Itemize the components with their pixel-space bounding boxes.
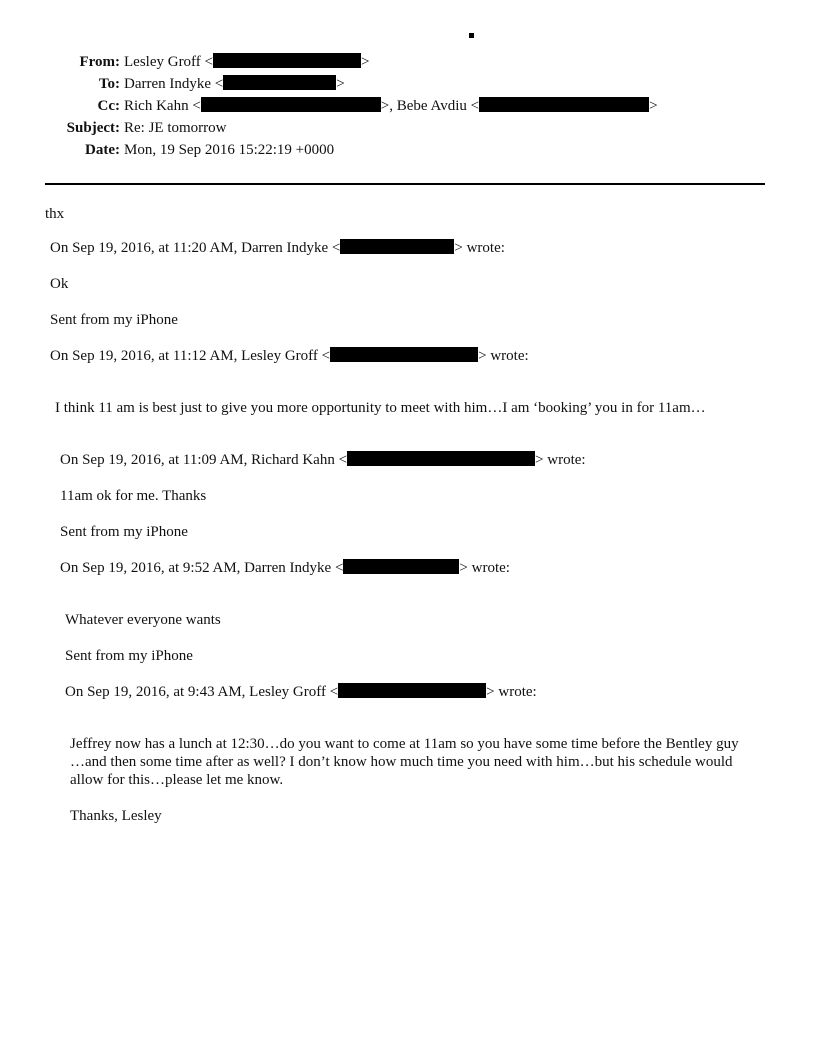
- quote-5-wrote: > wrote:: [486, 684, 537, 700]
- cc-close: >: [649, 98, 658, 114]
- quote-5-signature: Thanks, Lesley: [70, 808, 162, 824]
- from-value: [124, 52, 369, 72]
- quote-4-signature: Sent from my iPhone: [65, 648, 193, 664]
- quote-2-attribution: [50, 347, 529, 365]
- quote-3-wrote: > wrote:: [535, 452, 586, 468]
- redaction-box: [330, 347, 478, 362]
- header-subject-row: [0, 118, 816, 138]
- redaction-box: [201, 97, 381, 112]
- subject-label: Subject:: [66, 120, 120, 136]
- quote-4-intro: On Sep 19, 2016, at 9:52 AM, Darren Indyke <: [60, 560, 344, 576]
- redaction-box: [338, 683, 486, 698]
- to-label: To:: [98, 76, 120, 92]
- quote-2-text: I think 11 am is best just to give you more opportunity to meet with him…I am ‘booking’ you in for 11am…: [55, 400, 706, 416]
- header-cc-row: [0, 96, 816, 116]
- quote-5-attribution: [65, 683, 537, 701]
- date-label: Date:: [85, 142, 120, 158]
- quote-1-attribution: [50, 239, 505, 257]
- cc-value: [124, 96, 658, 116]
- quote-1-signature: Sent from my iPhone: [50, 312, 178, 328]
- from-close: >: [361, 54, 370, 70]
- quote-3-intro: On Sep 19, 2016, at 11:09 AM, Richard Kahn <: [60, 452, 348, 468]
- quote-1-intro: On Sep 19, 2016, at 11:20 AM, Darren Indyke <: [50, 240, 341, 256]
- to-name: Darren Indyke <: [124, 76, 224, 92]
- page-mark: [469, 33, 474, 38]
- cc-name-1: Rich Kahn <: [124, 98, 201, 114]
- to-value: [124, 74, 345, 94]
- to-close: >: [336, 76, 345, 92]
- cc-separator: >, Bebe Avdiu <: [380, 98, 480, 114]
- header-divider: [45, 183, 765, 185]
- quote-4-wrote: > wrote:: [459, 560, 510, 576]
- redaction-box: [343, 559, 459, 574]
- header-from-row: [0, 52, 816, 72]
- redaction-box: [479, 97, 649, 112]
- quote-3-attribution: [60, 451, 586, 469]
- redaction-box: [347, 451, 535, 466]
- quote-5-text: Jeffrey now has a lunch at 12:30…do you want to come at 11am so you have some time before the Bentley guy …and then some time after as well? I don’t know how much time you need with him…but his schedule would allow for this…please let me know.: [70, 736, 739, 788]
- quote-1-wrote: > wrote:: [454, 240, 505, 256]
- from-label: From:: [79, 54, 120, 70]
- header-to-row: [0, 74, 816, 94]
- quote-3-signature: Sent from my iPhone: [60, 524, 188, 540]
- redaction-box: [213, 53, 361, 68]
- subject-value: Re: JE tomorrow: [124, 120, 227, 136]
- quote-5-intro: On Sep 19, 2016, at 9:43 AM, Lesley Groff <: [65, 684, 339, 700]
- quote-2-intro: On Sep 19, 2016, at 11:12 AM, Lesley Groff <: [50, 348, 331, 364]
- header-date-row: [0, 140, 816, 160]
- cc-label: Cc:: [97, 98, 120, 114]
- date-value: Mon, 19 Sep 2016 15:22:19 +0000: [124, 142, 335, 158]
- quote-4-text: Whatever everyone wants: [65, 612, 221, 628]
- quote-1-text: Ok: [50, 276, 69, 292]
- from-name: Lesley Groff <: [124, 54, 213, 70]
- redaction-box: [223, 75, 336, 90]
- reply-text: thx: [45, 206, 65, 222]
- quote-2-wrote: > wrote:: [478, 348, 529, 364]
- quote-4-attribution: [60, 559, 510, 577]
- quote-3-text: 11am ok for me. Thanks: [60, 488, 207, 504]
- redaction-box: [340, 239, 454, 254]
